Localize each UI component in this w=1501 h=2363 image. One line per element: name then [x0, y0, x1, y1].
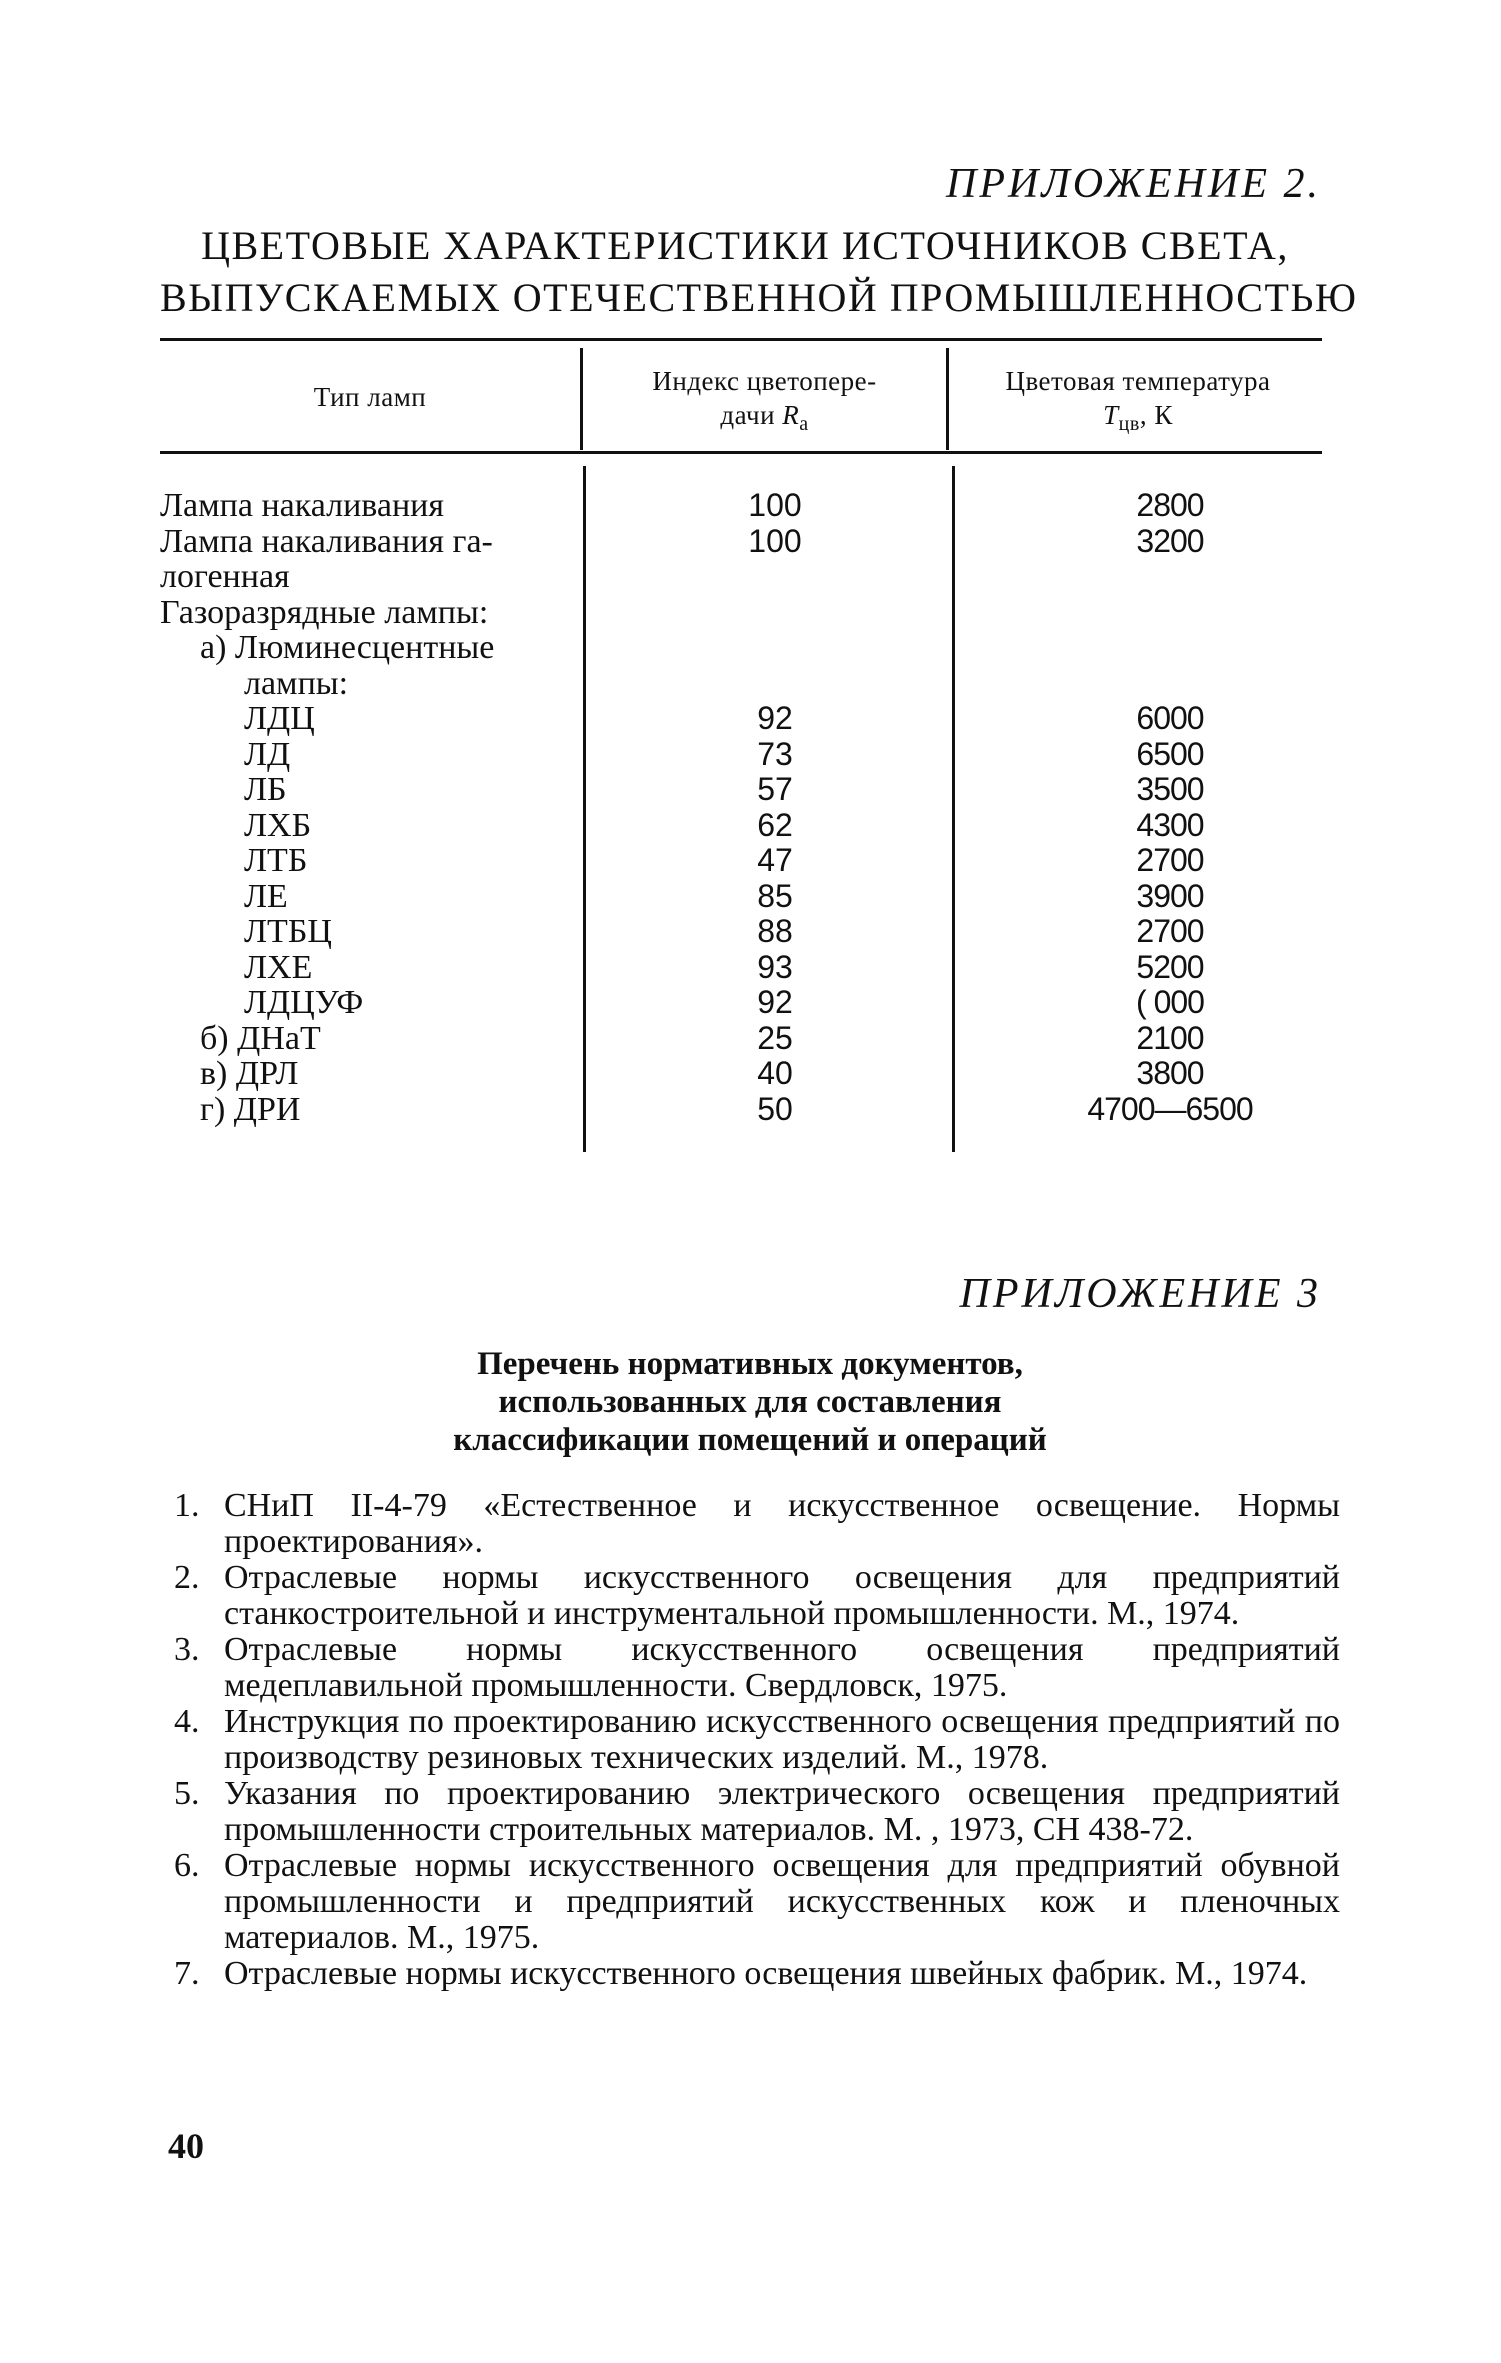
table-row: [160, 666, 1320, 702]
row-lamp-type: ЛДЦУФ: [244, 984, 364, 1021]
header-temp-symbol: T: [1103, 400, 1119, 430]
subtitle-line-2: использованных для составления: [498, 1384, 1002, 1420]
table-row: [160, 914, 1320, 950]
row-cri: 92: [757, 700, 793, 736]
list-item: [174, 1703, 1340, 1776]
header-temp-line-2: [952, 398, 1324, 441]
table-top-rule: [160, 338, 1322, 341]
table-row: [160, 701, 1320, 737]
row-lamp-type: логенная: [160, 558, 290, 595]
header-temp-line-1: Цветовая температура: [1005, 366, 1271, 396]
row-cri: 40: [757, 1055, 793, 1091]
list-item-number: 4.: [174, 1703, 200, 1740]
row-lamp-type: Лампа накаливания га-: [160, 522, 493, 560]
row-cri: 85: [757, 877, 793, 914]
table-row: [160, 1021, 1320, 1057]
row-cri: 47: [757, 842, 793, 878]
list-item: [174, 1775, 1340, 1848]
row-cri: 25: [757, 1019, 793, 1056]
page-number: 40: [168, 2126, 204, 2166]
table-row: [160, 1056, 1320, 1092]
list-item: [174, 1955, 1340, 1992]
table-row: [160, 879, 1320, 915]
row-lamp-type: ЛБ: [244, 771, 287, 808]
table-row: [160, 985, 1320, 1021]
normative-documents-list: [174, 1487, 1340, 1992]
lamp-table-body: [160, 488, 1320, 1127]
row-temperature: 2800: [1136, 487, 1204, 523]
header-temp-unit: , К: [1139, 400, 1173, 430]
list-item-number: 6.: [174, 1847, 200, 1884]
row-lamp-type: Газоразрядные лампы:: [160, 593, 489, 631]
table-row: [160, 950, 1320, 986]
row-temperature: ( 000: [1136, 984, 1204, 1020]
header-color-temperature: [952, 364, 1324, 441]
list-item-text: Отраслевые нормы искусственного освещения швейных фабрик. М., 1974.: [224, 1955, 1308, 1992]
title-line-1: ЦВЕТОВЫЕ ХАРАКТЕРИСТИКИ ИСТОЧНИКОВ СВЕТА,: [201, 223, 1289, 268]
row-temperature: 2700: [1136, 842, 1204, 878]
list-item-number: 3.: [174, 1631, 200, 1668]
row-lamp-type: ЛХЕ: [244, 948, 313, 986]
row-lamp-type: лампы:: [244, 664, 349, 702]
table-row: [160, 843, 1320, 879]
appendix-3-label: ПРИЛОЖЕНИЕ 3: [959, 1271, 1321, 1317]
list-item: [174, 1559, 1340, 1632]
list-item-text: Инструкция по проектированию искусственного освещения предприятий по производству резиновых технических изделий. М., 1978.: [224, 1703, 1340, 1776]
row-lamp-type: ЛД: [244, 735, 291, 773]
row-temperature: 5200: [1136, 948, 1204, 985]
header-cri-line-1: Индекс цветопере-: [652, 366, 877, 396]
appendix-3-subtitle: [300, 1345, 1200, 1459]
header-cri-subscript: a: [799, 413, 809, 435]
list-item: [174, 1631, 1340, 1704]
subtitle-line-1: Перечень нормативных документов,: [477, 1346, 1023, 1382]
list-item-text: Указания по проектированию электрического освещения предприятий промышленности строительных материалов. М. , 1973, СН 438-72.: [224, 1775, 1340, 1848]
title-line-2: ВЫПУСКАЕМЫХ ОТЕЧЕСТВЕННОЙ ПРОМЫШЛЕННОСТЬЮ: [160, 275, 1358, 320]
row-cri: 100: [748, 522, 802, 559]
header-cri-symbol: R: [782, 400, 800, 430]
row-lamp-type: ЛДЦ: [244, 700, 315, 737]
subtitle-line-3: классификации помещений и операций: [453, 1422, 1047, 1458]
row-temperature: 3500: [1136, 771, 1204, 807]
row-lamp-type: ЛЕ: [244, 877, 288, 915]
table-row: [160, 488, 1320, 524]
list-item-text: СНиП II-4-79 «Естественное и искусственное освещение. Нормы проектирования».: [224, 1487, 1340, 1560]
row-lamp-type: Лампа накаливания: [160, 487, 445, 524]
table-header-rule: [160, 451, 1322, 454]
list-item-number: 1.: [174, 1487, 200, 1524]
list-item-text: Отраслевые нормы искусственного освещения для предприятий обувной промышленности и предприятий искусственных кож и пленочных материалов. М., 1975.: [224, 1847, 1340, 1956]
table-col-divider-2: [946, 348, 949, 450]
row-lamp-type: б) ДНаТ: [200, 1019, 321, 1057]
appendix-2-label: ПРИЛОЖЕНИЕ 2.: [946, 161, 1321, 207]
row-cri: 88: [757, 913, 793, 949]
row-temperature: 6000: [1136, 700, 1204, 736]
table-row: [160, 559, 1320, 595]
row-cri: 100: [748, 487, 802, 523]
table-row: [160, 595, 1320, 631]
table-row: [160, 1092, 1320, 1128]
row-cri: 50: [757, 1090, 793, 1127]
row-cri: 62: [757, 806, 793, 843]
table-row: [160, 524, 1320, 560]
list-item: [174, 1847, 1340, 1956]
row-cri: 57: [757, 771, 793, 807]
header-cri-line-2: [583, 398, 946, 441]
header-temp-subscript: цв: [1118, 413, 1140, 435]
row-temperature: 3800: [1136, 1055, 1204, 1091]
row-cri: 73: [757, 735, 793, 772]
table-row: [160, 737, 1320, 773]
row-lamp-type: а) Люминесцентные: [200, 629, 495, 666]
row-lamp-type: г) ДРИ: [200, 1090, 301, 1128]
table-row: [160, 630, 1320, 666]
row-cri: 92: [757, 984, 793, 1020]
table-row: [160, 808, 1320, 844]
list-item-number: 5.: [174, 1775, 200, 1812]
list-item-text: Отраслевые нормы искусственного освещения для предприятий станкостроительной и инструментальной промышленности. М., 1974.: [224, 1559, 1340, 1632]
row-temperature: 2700: [1136, 913, 1204, 949]
appendix-2-title: [160, 220, 1358, 324]
row-temperature: 4700—6500: [1087, 1090, 1253, 1127]
table-row: [160, 772, 1320, 808]
list-item-number: 7.: [174, 1955, 200, 1992]
list-item: [174, 1487, 1340, 1560]
row-lamp-type: в) ДРЛ: [200, 1055, 299, 1092]
list-item-text: Отраслевые нормы искусственного освещения предприятий медеплавильной промышленности. Свердловск, 1975.: [224, 1631, 1340, 1704]
row-lamp-type: ЛТБ: [244, 842, 308, 879]
row-cri: 93: [757, 948, 793, 985]
header-lamp-type: Тип ламп: [313, 382, 427, 412]
row-temperature: 3900: [1136, 877, 1204, 914]
header-color-rendering-index: [583, 364, 946, 441]
list-item-number: 2.: [174, 1559, 200, 1596]
row-temperature: 4300: [1136, 806, 1204, 843]
row-lamp-type: ЛТБЦ: [244, 913, 332, 950]
row-temperature: 3200: [1136, 522, 1204, 559]
row-temperature: 6500: [1136, 735, 1204, 772]
row-temperature: 2100: [1136, 1019, 1204, 1056]
row-lamp-type: ЛХБ: [244, 806, 312, 844]
header-cri-word: дачи: [720, 400, 776, 430]
